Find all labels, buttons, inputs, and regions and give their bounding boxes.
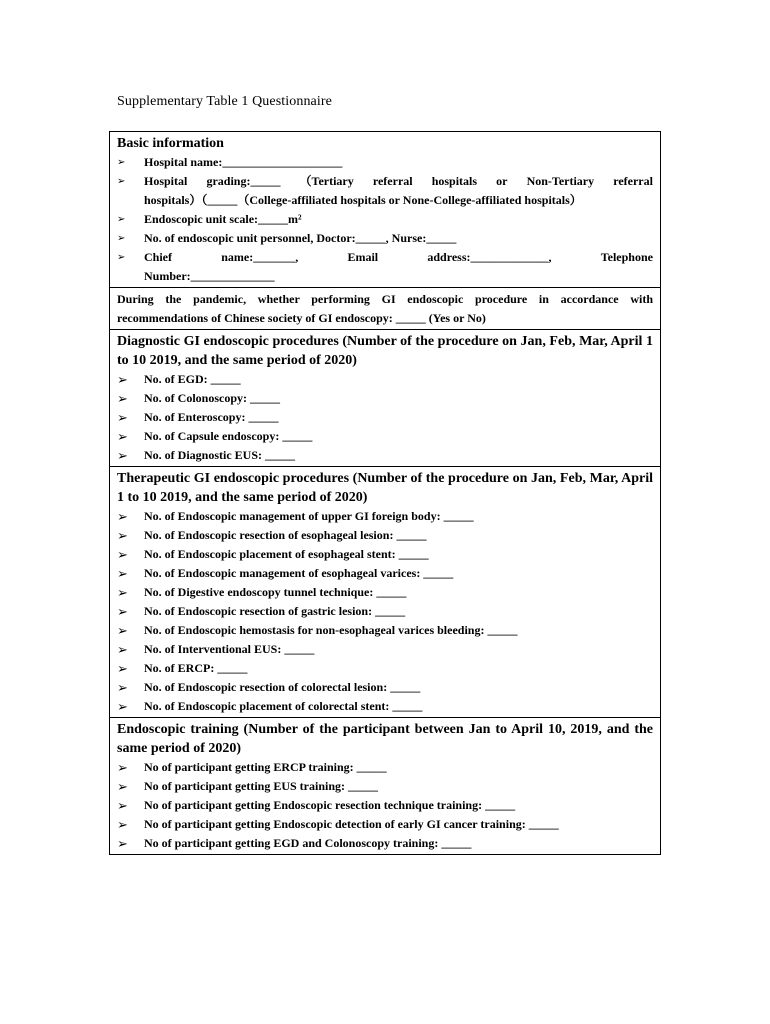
item-text: No. of Endoscopic management of esophageal varices: _____ <box>144 566 454 580</box>
item-text: No. of Capsule endoscopy: _____ <box>144 429 313 443</box>
bullet-icon: ➢ <box>117 157 126 168</box>
list-item <box>117 526 653 545</box>
item-text: No. of Enteroscopy: _____ <box>144 410 279 424</box>
section-diagnostic <box>110 329 660 466</box>
section-basic-information <box>110 132 660 287</box>
item-text: No. of ERCP: _____ <box>144 661 248 675</box>
arrow-bullet-icon: ➢ <box>117 391 128 406</box>
arrow-bullet-icon: ➢ <box>117 836 128 851</box>
arrow-bullet-icon: ➢ <box>117 547 128 562</box>
list-item <box>117 545 653 564</box>
hospital-name-field: Hospital name:____________________ <box>144 155 343 169</box>
list-item <box>117 210 653 229</box>
item-text: No of participant getting EUS training: _____ <box>144 779 378 793</box>
section-title: Diagnostic GI endoscopic procedures (Number of the procedure on Jan, Feb, Mar, April 1 to 10 2019, and the same period of 2020) <box>117 334 653 368</box>
bullet-icon: ➢ <box>117 233 126 244</box>
word: Telephone <box>600 250 653 264</box>
item-text: No. of Endoscopic resection of esophageal lesion: _____ <box>144 528 427 542</box>
section-pandemic <box>110 287 660 329</box>
bullet-icon: ➢ <box>117 176 126 187</box>
word: or <box>496 174 508 188</box>
section-title: Endoscopic training (Number of the participant between Jan to April 10, 2019, and the same period of 2020) <box>117 722 653 756</box>
arrow-bullet-icon: ➢ <box>117 604 128 619</box>
item-text: No of participant getting ERCP training: _____ <box>144 760 387 774</box>
arrow-bullet-icon: ➢ <box>117 566 128 581</box>
word: Email <box>347 250 379 264</box>
list-item <box>117 564 653 583</box>
section-training <box>110 717 660 854</box>
item-text: No. of Diagnostic EUS: _____ <box>144 448 296 462</box>
section-title: Basic information <box>117 136 224 151</box>
item-text: No. of Endoscopic placement of colorectal stent: _____ <box>144 699 423 713</box>
item-text: No. of Endoscopic hemostasis for non-esophageal varices bleeding: _____ <box>144 623 518 637</box>
bullet-icon: ➢ <box>117 214 126 225</box>
arrow-bullet-icon: ➢ <box>117 680 128 695</box>
arrow-bullet-icon: ➢ <box>117 509 128 524</box>
therapeutic-list <box>117 507 653 716</box>
item-text: No. of Endoscopic management of upper GI foreign body: _____ <box>144 509 474 523</box>
arrow-bullet-icon: ➢ <box>117 410 128 425</box>
list-item <box>117 758 653 777</box>
item-text: No. of Endoscopic resection of gastric lesion: _____ <box>144 604 406 618</box>
item-text: No of participant getting EGD and Colonoscopy training: _____ <box>144 836 472 850</box>
list-item <box>117 777 653 796</box>
word: address:_____________, <box>427 250 552 264</box>
arrow-bullet-icon: ➢ <box>117 760 128 775</box>
arrow-bullet-icon: ➢ <box>117 699 128 714</box>
list-item <box>117 389 653 408</box>
word: Hospital <box>144 174 188 188</box>
word: referral <box>613 174 653 188</box>
list-item <box>117 229 653 248</box>
list-item <box>117 507 653 526</box>
list-item <box>117 640 653 659</box>
list-item <box>117 602 653 621</box>
arrow-bullet-icon: ➢ <box>117 661 128 676</box>
item-text: No of participant getting Endoscopic resection technique training: _____ <box>144 798 516 812</box>
list-item <box>117 796 653 815</box>
word: Chief <box>144 250 172 264</box>
list-item <box>117 153 653 172</box>
pandemic-question: During the pandemic, whether performing GI endoscopic procedure in accordance with recommendations of Chinese society of GI endoscopy: _____ (Yes or No) <box>117 292 653 325</box>
list-item <box>117 678 653 697</box>
item-text: No. of Colonoscopy: _____ <box>144 391 281 405</box>
item-text: No. of EGD: _____ <box>144 372 241 386</box>
list-item <box>117 172 653 210</box>
chief-contact-line-1 <box>144 248 653 267</box>
arrow-bullet-icon: ➢ <box>117 642 128 657</box>
bullet-icon: ➢ <box>117 252 126 263</box>
word: （Tertiary <box>299 174 354 188</box>
arrow-bullet-icon: ➢ <box>117 448 128 463</box>
list-item <box>117 370 653 389</box>
table-caption: Supplementary Table 1 Questionnaire <box>117 94 332 109</box>
list-item <box>117 446 653 465</box>
list-item <box>117 834 653 853</box>
arrow-bullet-icon: ➢ <box>117 623 128 638</box>
hospital-grading-line-1 <box>144 172 653 191</box>
list-item <box>117 427 653 446</box>
item-text: No of participant getting Endoscopic detection of early GI cancer training: _____ <box>144 817 559 831</box>
word: referral <box>372 174 413 188</box>
diagnostic-list <box>117 370 653 465</box>
arrow-bullet-icon: ➢ <box>117 372 128 387</box>
item-text: No. of Endoscopic resection of colorectal lesion: _____ <box>144 680 421 694</box>
training-list <box>117 758 653 853</box>
section-title: Therapeutic GI endoscopic procedures (Number of the procedure on Jan, Feb, Mar, April 1 to 10 2019, and the same period of 2020) <box>117 471 653 505</box>
word: Non-Tertiary <box>526 174 595 188</box>
list-item <box>117 815 653 834</box>
personnel-field: No. of endoscopic unit personnel, Doctor:_____, Nurse:_____ <box>144 231 457 245</box>
item-text: No. of Digestive endoscopy tunnel technique: _____ <box>144 585 407 599</box>
word: hospitals <box>431 174 478 188</box>
arrow-bullet-icon: ➢ <box>117 779 128 794</box>
unit-scale-field: Endoscopic unit scale:_____m² <box>144 212 302 226</box>
list-item <box>117 408 653 427</box>
arrow-bullet-icon: ➢ <box>117 817 128 832</box>
word: name:_______, <box>221 250 299 264</box>
arrow-bullet-icon: ➢ <box>117 528 128 543</box>
list-item <box>117 697 653 716</box>
chief-contact-line-2: Number:______________ <box>144 269 275 283</box>
arrow-bullet-icon: ➢ <box>117 798 128 813</box>
arrow-bullet-icon: ➢ <box>117 429 128 444</box>
list-item <box>117 583 653 602</box>
questionnaire-table <box>109 131 661 855</box>
item-text: No. of Interventional EUS: _____ <box>144 642 315 656</box>
list-item <box>117 621 653 640</box>
word: grading:_____ <box>206 174 281 188</box>
list-item <box>117 248 653 286</box>
hospital-grading-line-2: hospitals）（_____（College-affiliated hospitals or None-College-affiliated hospitals） <box>144 193 582 207</box>
section-therapeutic <box>110 466 660 717</box>
arrow-bullet-icon: ➢ <box>117 585 128 600</box>
list-item <box>117 659 653 678</box>
item-text: No. of Endoscopic placement of esophageal stent: _____ <box>144 547 429 561</box>
